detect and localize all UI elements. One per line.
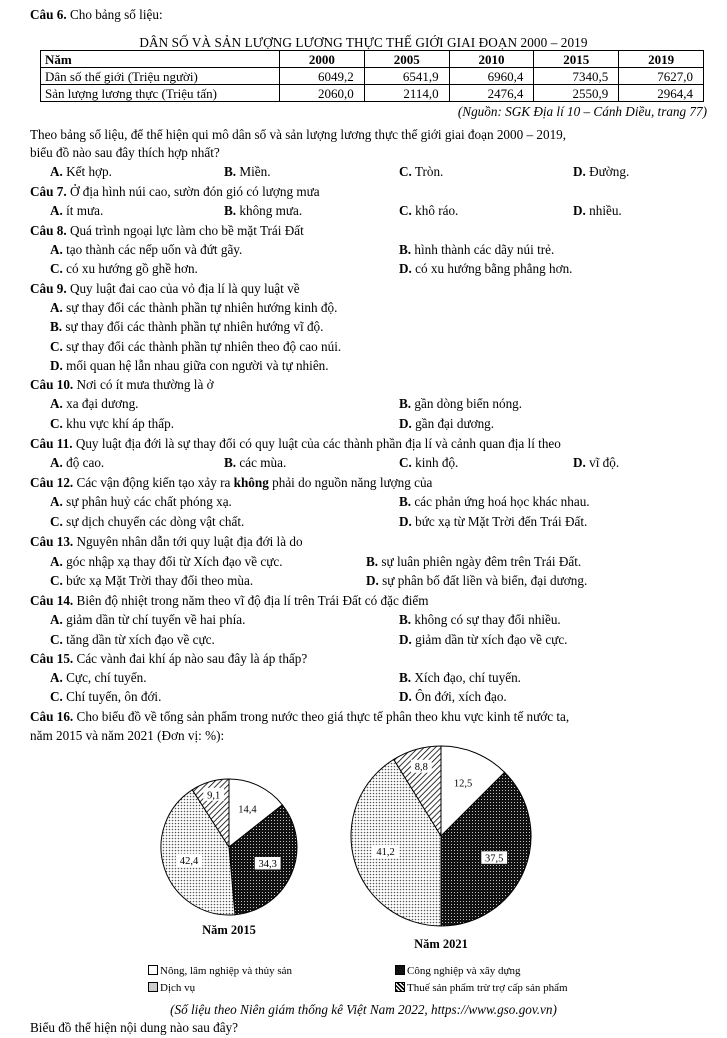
q10-option-b[interactable]: B. gần dòng biển nóng. [399, 396, 523, 411]
q13-option-a[interactable]: A. góc nhập xạ thay đổi từ Xích đạo về cực. [50, 554, 283, 569]
q7-option-b[interactable]: B. không mưa. [224, 203, 303, 218]
legend-swatch [395, 965, 405, 975]
table-cell: 2550,9 [534, 85, 619, 102]
q10-option-d[interactable]: D. gần đại dương. [399, 416, 495, 431]
q11-option-c[interactable]: C. kinh độ. [399, 455, 459, 470]
q9-option-b[interactable]: B. sự thay đổi các thành phần tự nhiên hướng vĩ độ. [50, 319, 324, 334]
q12-option-d[interactable]: D. bức xạ từ Mặt Trời đến Trái Đất. [399, 514, 588, 529]
q9-option-d[interactable]: D. mối quan hệ lẫn nhau giữa con người và tự nhiên. [50, 358, 329, 373]
q11-option-a[interactable]: A. độ cao. [50, 455, 105, 470]
q14-option-a[interactable]: A. giảm dần từ chí tuyến về hai phía. [50, 612, 246, 627]
q13-stem: Câu 13. Nguyên nhân dẫn tới quy luật địa đới là do [30, 534, 303, 549]
q6-table-source: (Nguồn: SGK Địa lí 10 – Cánh Diều, trang 77) [457, 104, 707, 119]
legend-swatch [395, 982, 405, 992]
table-cell: 6049,2 [280, 68, 365, 85]
legend-item: Công nghiệp và xây dựng [395, 965, 521, 977]
q15-option-d[interactable]: D. Ôn đới, xích đạo. [399, 689, 507, 704]
legend-item: Thuế sản phẩm trừ trợ cấp sản phẩm [395, 982, 568, 994]
q16-stem-line1: Câu 16. Cho biểu đồ về tổng sản phẩm trong nước theo giá thực tế phân theo khu vực kinh tế nước ta, [30, 709, 570, 724]
table-cell: 2114,0 [364, 85, 449, 102]
q6-stem-line1: Theo bảng số liệu, để thể hiện qui mô dân số và sản lượng lương thực thế giới giai đoạn 2000 – 2019, [30, 127, 567, 142]
q11-stem: Câu 11. Quy luật địa đới là sự thay đổi có quy luật của các thành phần địa lí và cảnh quan địa lí theo [30, 436, 561, 451]
pie-data-label: 41,2 [376, 847, 395, 859]
q9-option-c[interactable]: C. sự thay đổi các thành phần tự nhiên theo độ cao núi. [50, 339, 342, 354]
table-header-cell: 2005 [364, 51, 449, 68]
q10-option-a[interactable]: A. xa đại dương. [50, 396, 139, 411]
table-cell: 7340,5 [534, 68, 619, 85]
pie-data-label: 8,8 [414, 762, 428, 774]
q9-stem: Câu 9. Quy luật đai cao của vỏ địa lí là quy luật về [30, 281, 300, 296]
pie-data-label: 14,4 [238, 804, 257, 816]
q6-option-d[interactable]: D. Đường. [573, 164, 630, 179]
q8-option-b[interactable]: B. hình thành các dãy núi trẻ. [399, 242, 555, 257]
table-header-cell: 2019 [619, 51, 704, 68]
pie-data-label: 9,1 [207, 790, 221, 802]
q16-stem-line2: năm 2015 và năm 2021 (Đơn vị: %): [30, 728, 225, 743]
legend-swatch [148, 965, 158, 975]
q14-option-b[interactable]: B. không có sự thay đổi nhiều. [399, 612, 561, 627]
table-header-cell: Năm [41, 51, 280, 68]
q15-stem: Câu 15. Các vành đai khí áp nào sau đây là áp thấp? [30, 651, 308, 666]
q7-option-d[interactable]: D. nhiều. [573, 203, 622, 218]
q15-option-c[interactable]: C. Chí tuyến, ôn đới. [50, 689, 162, 704]
table-header-cell: 2015 [534, 51, 619, 68]
q15-option-b[interactable]: B. Xích đạo, chí tuyến. [399, 670, 521, 685]
q7-option-c[interactable]: C. khô ráo. [399, 203, 459, 218]
q6-table-title: DÂN SỐ VÀ SẢN LƯỢNG LƯƠNG THỰC THẾ GIỚI GIAI ĐOẠN 2000 – 2019 [139, 35, 588, 50]
q13-option-b[interactable]: B. sự luân phiên ngày đêm trên Trái Đất. [366, 554, 582, 569]
q6-text: Cho bảng số liệu: [66, 7, 163, 22]
q8-stem: Câu 8. Quá trình ngoại lực làm cho bề mặt Trái Đất [30, 223, 304, 238]
q12-stem: Câu 12. Các vận động kiến tạo xảy ra không phải do nguồn năng lượng của [30, 475, 433, 490]
q13-option-c[interactable]: C. bức xạ Mặt Trời thay đổi theo mùa. [50, 573, 254, 588]
q6-label: Câu 6. [30, 7, 67, 22]
pie-data-label: 34,3 [258, 859, 277, 871]
q11-option-d[interactable]: D. vĩ độ. [573, 455, 620, 470]
table-header-cell: 2000 [280, 51, 365, 68]
q12-option-b[interactable]: B. các phản ứng hoá học khác nhau. [399, 494, 590, 509]
q14-stem: Câu 14. Biên độ nhiệt trong năm theo vĩ độ địa lí trên Trái Đất có đặc điểm [30, 593, 429, 608]
q10-stem: Câu 10. Nơi có ít mưa thường là ở [30, 377, 214, 392]
pie-title: Năm 2021 [414, 937, 468, 951]
table-cell: Dân số thế giới (Triệu người) [41, 68, 280, 85]
q6-option-b[interactable]: B. Miền. [224, 164, 271, 179]
table-cell: 6960,4 [449, 68, 534, 85]
q16-final-question: Biểu đồ thể hiện nội dung nào sau đây? [30, 1020, 239, 1035]
table-cell: 6541,9 [364, 68, 449, 85]
pie-data-label: 42,4 [179, 856, 199, 868]
q6-stem-line2: biểu đồ nào sau đây thích hợp nhất? [30, 145, 220, 160]
legend-item: Nông, lâm nghiệp và thủy sản [148, 965, 292, 977]
pie-title: Năm 2015 [202, 923, 256, 937]
q9-option-a[interactable]: A. sự thay đổi các thành phần tự nhiên hướng kinh độ. [50, 300, 338, 315]
q7-stem: Câu 7. Ở địa hình núi cao, sườn đón gió có lượng mưa [30, 184, 320, 199]
q16-data-source: (Số liệu theo Niên giám thống kê Việt Nam 2022, https://www.gso.gov.vn) [170, 1002, 557, 1017]
q15-option-a[interactable]: A. Cực, chí tuyến. [50, 670, 147, 685]
q14-option-c[interactable]: C. tăng dần từ xích đạo về cực. [50, 632, 215, 647]
q7-option-a[interactable]: A. ít mưa. [50, 203, 104, 218]
table-cell: 2476,4 [449, 85, 534, 102]
pie-data-label: 37,5 [485, 853, 504, 865]
q13-option-d[interactable]: D. sự phân bố đất liền và biển, đại dương. [366, 573, 588, 588]
q14-option-d[interactable]: D. giảm dần từ xích đạo về cực. [399, 632, 568, 647]
table-header-cell: 2010 [449, 51, 534, 68]
q6-option-a[interactable]: A. Kết hợp. [50, 164, 112, 179]
q8-option-d[interactable]: D. có xu hướng bằng phẳng hơn. [399, 261, 573, 276]
table-cell: 2060,0 [280, 85, 365, 102]
q6-option-c[interactable]: C. Tròn. [399, 164, 444, 179]
q8-option-c[interactable]: C. có xu hướng gồ ghề hơn. [50, 261, 198, 276]
pie-data-label: 12,5 [453, 778, 473, 790]
legend-swatch [148, 982, 158, 992]
q10-option-c[interactable]: C. khu vực khí áp thấp. [50, 416, 174, 431]
table-cell: 7627,0 [619, 68, 704, 85]
q12-option-a[interactable]: A. sự phân huỷ các chất phóng xạ. [50, 494, 232, 509]
table-cell: Sản lượng lương thực (Triệu tấn) [41, 85, 280, 102]
q8-option-a[interactable]: A. tạo thành các nếp uốn và đứt gãy. [50, 242, 243, 257]
q11-option-b[interactable]: B. các mùa. [224, 455, 287, 470]
table-cell: 2964,4 [619, 85, 704, 102]
q12-option-c[interactable]: C. sự dịch chuyển các dòng vật chất. [50, 514, 245, 529]
legend-item: Dịch vụ [148, 982, 195, 994]
